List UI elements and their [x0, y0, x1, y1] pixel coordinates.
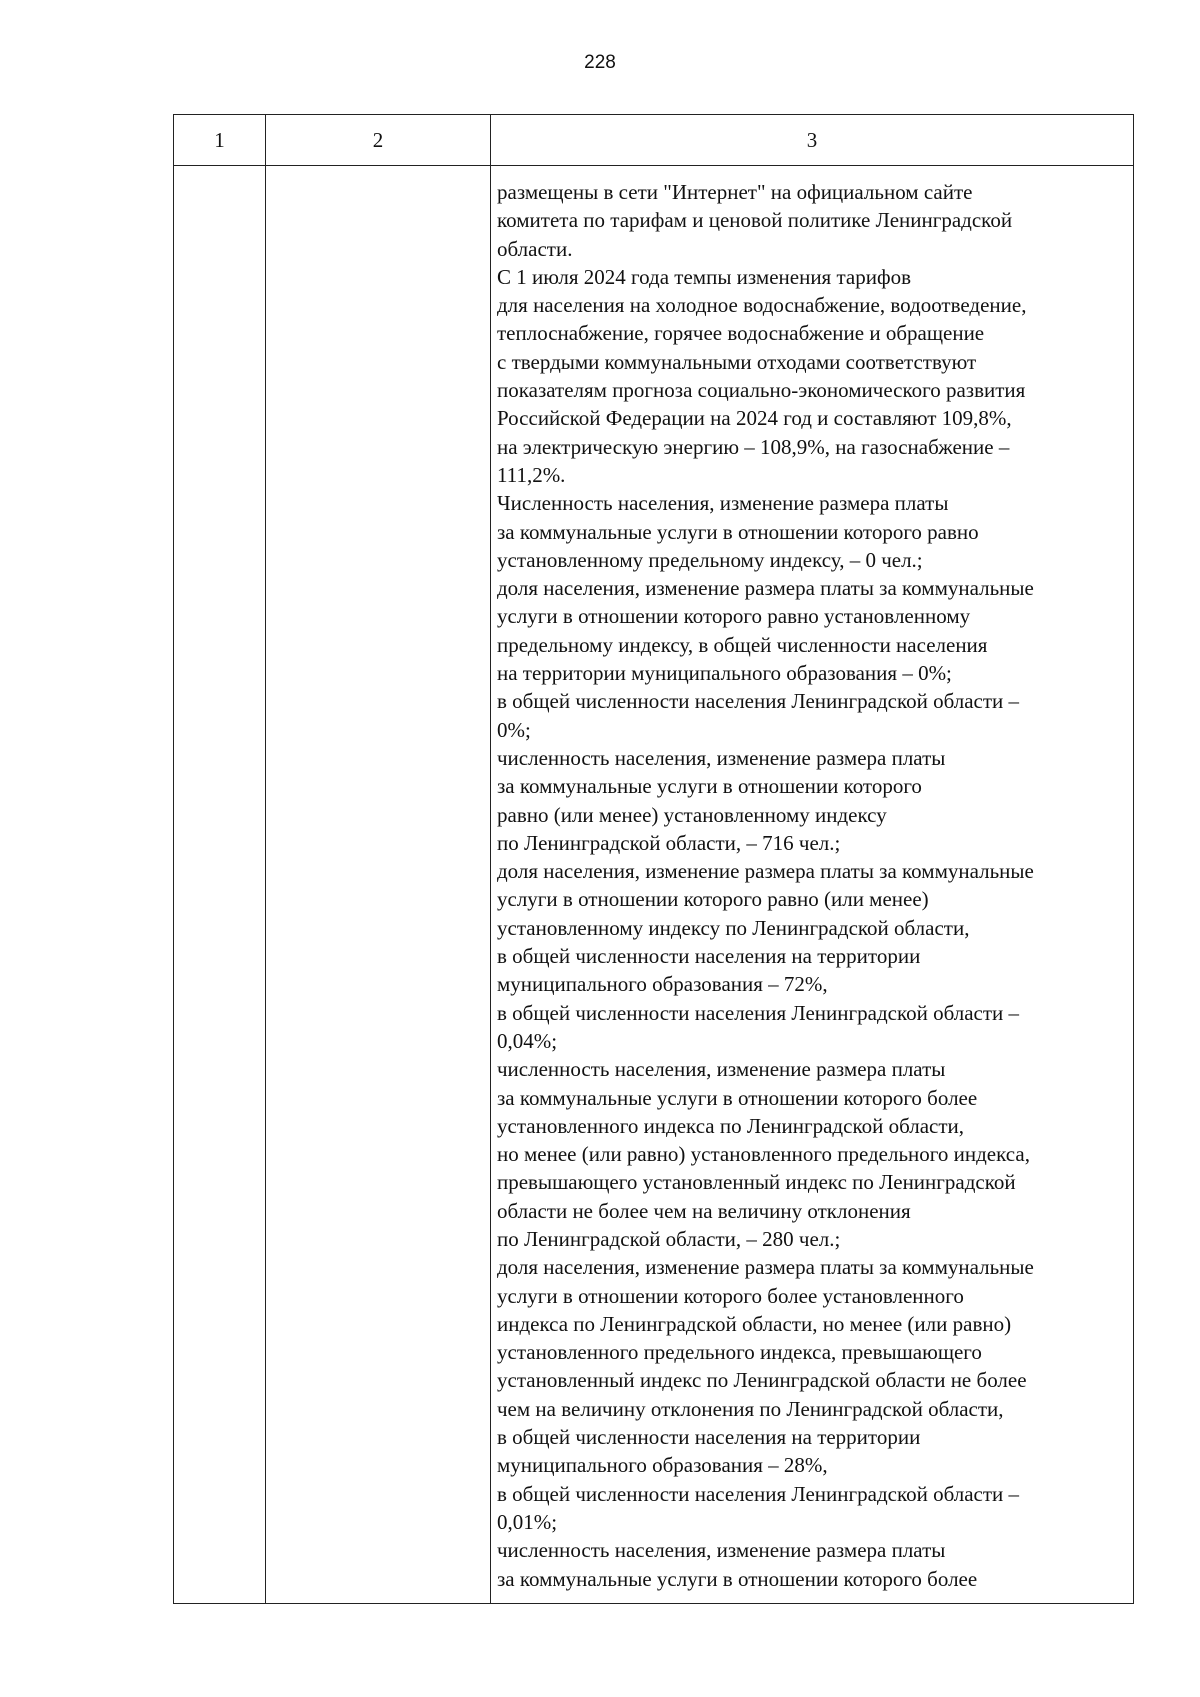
text-line: в общей численности населения Ленинградской области –: [497, 689, 1020, 714]
text-line: 0%;: [497, 717, 531, 742]
text-line: 111,2%.: [497, 462, 566, 487]
text-line: размещены в сети "Интернет" на официальном сайте: [497, 180, 973, 204]
header-cell-1: 1: [174, 115, 266, 166]
text-line: муниципального образования – 28%,: [497, 1453, 828, 1478]
text-line: за коммунальные услуги в отношении которого более: [497, 1085, 978, 1110]
text-line: услуги в отношении которого равно установленному: [497, 604, 971, 629]
text-line: установленный индекс по Ленинградской области не более: [497, 1368, 1027, 1393]
text-line: по Ленинградской области, – 716 чел.;: [497, 830, 841, 855]
text-line: предельному индексу, в общей численности населения: [497, 632, 988, 657]
header-cell-2: 2: [266, 115, 491, 166]
text-line: численность населения, изменение размера платы: [497, 1538, 946, 1563]
text-line: Российской Федерации на 2024 год и составляют 109,8%,: [497, 406, 1012, 431]
text-line: по Ленинградской области, – 280 чел.;: [497, 1226, 841, 1251]
text-line: услуги в отношении которого более установленного: [497, 1283, 964, 1308]
text-line: превышающего установленный индекс по Ленинградской: [497, 1170, 1016, 1195]
text-line: установленного предельного индекса, превышающего: [497, 1340, 982, 1365]
text-line: но менее (или равно) установленного предельного индекса,: [497, 1142, 1030, 1167]
text-line: численность населения, изменение размера платы: [497, 1057, 946, 1082]
text-line: на территории муниципального образования – 0%;: [497, 661, 952, 686]
text-line: в общей численности населения Ленинградской области –: [497, 1000, 1020, 1025]
text-line: в общей численности населения на территории: [497, 944, 921, 969]
table-row: [174, 166, 1134, 1604]
text-line: чем на величину отклонения по Ленинградской области,: [497, 1396, 1004, 1421]
text-line: для населения на холодное водоснабжение, водоотведение,: [497, 293, 1027, 318]
document-table: [173, 114, 1134, 1604]
page-number: 228: [584, 52, 616, 73]
text-line: доля населения, изменение размера платы за коммунальные: [497, 576, 1034, 601]
text-line: доля населения, изменение размера платы за коммунальные: [497, 1255, 1034, 1280]
text-line: установленному предельному индексу, – 0 чел.;: [497, 547, 923, 572]
text-line: установленного индекса по Ленинградской области,: [497, 1113, 965, 1138]
text-line: услуги в отношении которого равно (или менее): [497, 887, 929, 912]
text-line: С 1 июля 2024 года темпы изменения тарифов: [497, 264, 911, 289]
text-line: численность населения, изменение размера платы: [497, 745, 946, 770]
text-line: 0,01%;: [497, 1509, 558, 1534]
text-line: установленному индексу по Ленинградской области,: [497, 915, 970, 940]
text-line: за коммунальные услуги в отношении которого равно: [497, 519, 979, 544]
text-line: в общей численности населения Ленинградской области –: [497, 1481, 1020, 1506]
text-line: доля населения, изменение размера платы за коммунальные: [497, 859, 1034, 884]
text-line: равно (или менее) установленному индексу: [497, 802, 887, 827]
text-line: области.: [497, 236, 573, 261]
text-line: Численность населения, изменение размера платы: [497, 491, 949, 516]
cell-col-1: [174, 166, 266, 1604]
cell-col-3-text: [497, 178, 1129, 1593]
text-line: на электрическую энергию – 108,9%, на газоснабжение –: [497, 434, 1010, 459]
text-line: за коммунальные услуги в отношении которого более: [497, 1566, 978, 1591]
cell-col-3: [491, 166, 1134, 1604]
cell-col-2: [266, 166, 491, 1604]
text-line: показателям прогноза социально-экономического развития: [497, 378, 1026, 403]
table-header-row: [174, 115, 1134, 166]
text-line: 0,04%;: [497, 1028, 558, 1053]
text-line: индекса по Ленинградской области, но менее (или равно): [497, 1311, 1012, 1336]
text-line: области не более чем на величину отклонения: [497, 1198, 911, 1223]
text-line: за коммунальные услуги в отношении которого: [497, 774, 922, 799]
header-cell-3: 3: [491, 115, 1134, 166]
text-line: комитета по тарифам и ценовой политике Ленинградской: [497, 208, 1013, 233]
text-line: с твердыми коммунальными отходами соответствуют: [497, 349, 977, 374]
text-line: муниципального образования – 72%,: [497, 972, 828, 997]
text-line: в общей численности населения на территории: [497, 1425, 921, 1450]
text-line: теплоснабжение, горячее водоснабжение и обращение: [497, 321, 985, 346]
